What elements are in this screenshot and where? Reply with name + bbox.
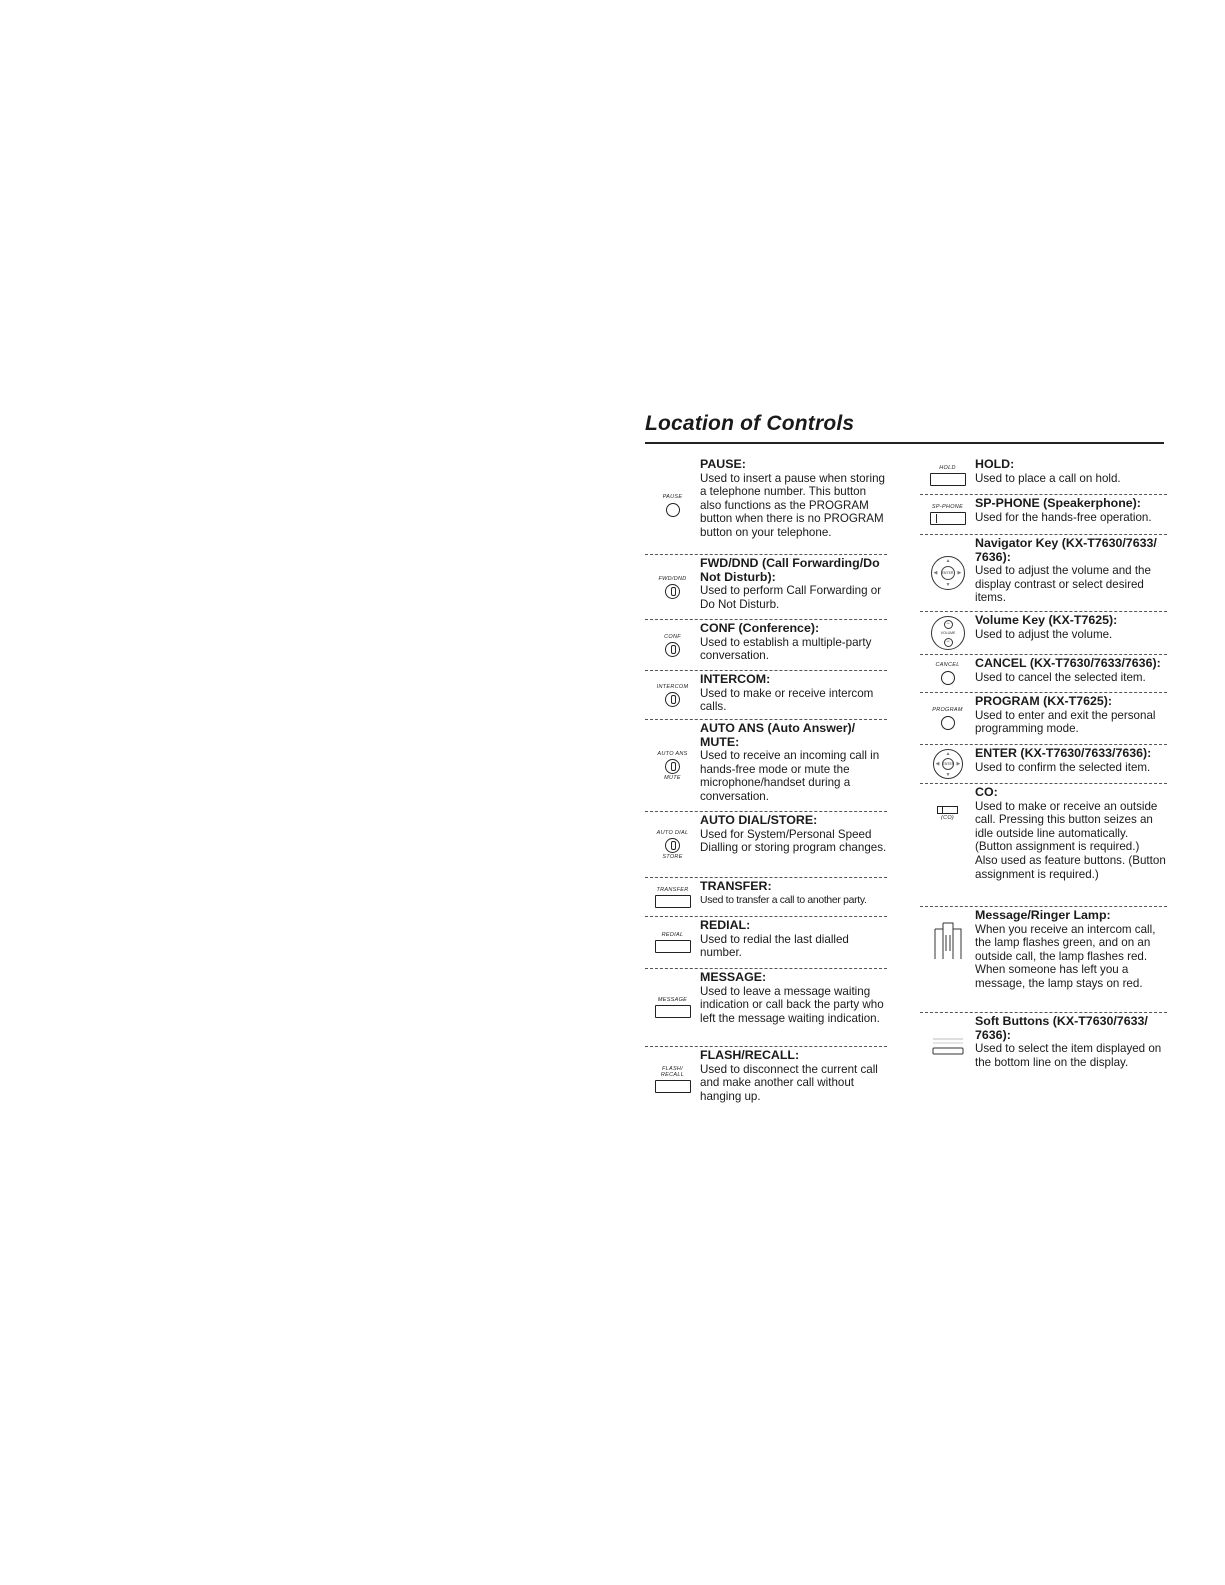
- entry-heading: Soft Buttons (KX-T7630/7633/ 7636):: [975, 1014, 1148, 1042]
- key-sublabel: STORE: [662, 853, 683, 860]
- entry-description: Used to make or receive an outside call. Pressing this button seizes an idle outside line automatically. (Button assignment is required.): [975, 799, 1158, 854]
- key-label: MESSAGE: [657, 997, 688, 1003]
- entry-conf: [645, 619, 887, 670]
- rectangular-button-icon: [655, 940, 691, 953]
- key-label: CANCEL: [935, 662, 960, 668]
- entry-intercom: [645, 670, 887, 719]
- key-label: AUTO ANS: [657, 750, 688, 757]
- entry-description: Used to make or receive intercom calls.: [700, 686, 874, 714]
- entry-description: Used to insert a pause when storing a telephone number. This button also functions as the PROGRAM button when there is no PROGRAM button on your telephone.: [700, 471, 885, 539]
- key-label: CONF: [664, 633, 681, 640]
- key-label: AUTO DIAL: [656, 829, 689, 836]
- message-key-icon: [645, 997, 700, 1018]
- entry-auto-ans-mute: [645, 719, 887, 811]
- entry-heading: Message/Ringer Lamp:: [975, 908, 1111, 922]
- circle-button-icon: [941, 671, 955, 685]
- circle-button-icon: [941, 716, 955, 730]
- key-label: FWD/DND: [658, 575, 687, 582]
- ringer-lamp-icon: [933, 921, 963, 961]
- sp-phone-key-icon: [920, 504, 975, 525]
- key-label: FLASH/ RECALL: [660, 1065, 685, 1078]
- flash-recall-key-icon: [645, 1066, 700, 1093]
- entry-description: Used to confirm the selected item.: [975, 760, 1151, 774]
- entry-heading: HOLD:: [975, 457, 1015, 471]
- key-label: (CO): [940, 815, 955, 821]
- enter-key-icon: [920, 749, 975, 779]
- page-title: Location of Controls: [645, 412, 855, 435]
- volume-key-icon: [920, 616, 975, 650]
- entry-description: Used for System/Personal Speed Dialling or storing program changes.: [700, 827, 887, 855]
- led-button-icon: [665, 838, 680, 853]
- hold-key-icon: [920, 465, 975, 486]
- entry-program: [920, 692, 1167, 744]
- enter-pad-icon: ▲ ▼ ◀ ▶ ENTER: [933, 749, 963, 779]
- entry-description: Used to enter and exit the personal programming mode.: [975, 708, 1156, 736]
- entry-hold: [920, 456, 1167, 494]
- entry-description: Used to cancel the selected item.: [975, 670, 1146, 684]
- entry-heading: CANCEL (KX-T7630/7633/7636):: [975, 656, 1161, 670]
- co-button-icon: [937, 806, 958, 814]
- right-column: [920, 456, 1167, 1079]
- entry-heading: AUTO DIAL/STORE:: [700, 813, 818, 827]
- entry-enter: [920, 744, 1167, 783]
- entry-description: Used to receive an incoming call in hands-free mode or mute the microphone/handset during a conversation.: [700, 749, 880, 803]
- auto-dial-store-key-icon: [645, 830, 700, 860]
- entry-heading: Navigator Key (KX-T7630/7633/ 7636):: [975, 536, 1157, 564]
- led-button-icon: [665, 584, 680, 599]
- soft-buttons-icon: [920, 1035, 975, 1057]
- led-button-icon: [665, 692, 680, 707]
- led-button-icon: [665, 759, 680, 774]
- entry-message-ringer-lamp: [920, 906, 1167, 1012]
- entry-heading: Volume Key (KX-T7625):: [975, 613, 1118, 627]
- key-sublabel: MUTE: [664, 774, 681, 781]
- entry-navigator-key: [920, 534, 1167, 611]
- entry-heading: INTERCOM:: [700, 672, 771, 686]
- intercom-key-icon: [645, 684, 700, 707]
- entry-redial: [645, 916, 887, 968]
- entry-heading: SP-PHONE (Speakerphone):: [975, 496, 1141, 510]
- entry-volume-key: [920, 611, 1167, 654]
- transfer-key-icon: [645, 887, 700, 908]
- cancel-key-icon: [920, 662, 975, 685]
- entry-heading: AUTO ANS (Auto Answer)/ MUTE:: [700, 721, 856, 749]
- title-rule: [645, 442, 1164, 444]
- entry-flash-recall: [645, 1046, 887, 1111]
- enter-center-icon: ENTER: [941, 566, 955, 580]
- lamp-icon: [920, 921, 975, 961]
- volume-text: VOLUME: [940, 631, 956, 635]
- entry-description: Used to establish a multiple-party conversation.: [700, 635, 872, 663]
- left-column: [645, 456, 887, 1111]
- key-label: SP-PHONE: [931, 504, 964, 510]
- entry-heading: REDIAL:: [700, 918, 751, 932]
- entry-heading: FLASH/RECALL:: [700, 1048, 800, 1062]
- entry-description-extra: Also used as feature buttons. (Button assignment is required.): [975, 853, 1166, 881]
- navigator-pad-icon: ▲ ▼ ◀ ▶ ENTER: [931, 556, 965, 590]
- entry-heading: CO:: [975, 785, 998, 799]
- rectangular-button-icon: [655, 1080, 691, 1093]
- navigator-key-icon: [920, 556, 975, 590]
- entry-heading: PROGRAM (KX-T7625):: [975, 694, 1112, 708]
- entry-sp-phone: [920, 494, 1167, 534]
- entry-fwd-dnd: [645, 554, 887, 619]
- auto-ans-mute-key-icon: [645, 751, 700, 781]
- rectangular-button-icon: [930, 473, 966, 486]
- entry-description: When you receive an intercom call, the lamp flashes green, and on an outside call, the lamp flashes red. When someone has left you a message, the lamp stays on red.: [975, 922, 1156, 990]
- key-label: TRANSFER: [656, 886, 689, 893]
- entry-auto-dial-store: [645, 811, 887, 877]
- entry-description: Used to adjust the volume and the display contrast or select desired items.: [975, 564, 1151, 605]
- enter-center-icon: ENTER: [942, 758, 954, 770]
- entry-heading: FWD/DND (Call Forwarding/Do Not Disturb):: [700, 556, 880, 584]
- key-label: HOLD: [939, 464, 956, 471]
- redial-key-icon: [645, 932, 700, 953]
- entry-soft-buttons: [920, 1012, 1167, 1079]
- circle-button-icon: [666, 503, 680, 517]
- entry-heading: MESSAGE:: [700, 970, 767, 984]
- entry-transfer: [645, 877, 887, 916]
- program-key-icon: [920, 707, 975, 730]
- key-label: PROGRAM: [932, 707, 963, 713]
- entry-description: Used to leave a message waiting indication or call back the party who left the message waiting indication.: [700, 984, 884, 1025]
- entry-description: Used to disconnect the current call and make another call without hanging up.: [700, 1062, 878, 1103]
- entry-pause: [645, 456, 887, 554]
- volume-pad-icon: − VOLUME −: [931, 616, 965, 650]
- soft-button-icon: [930, 1035, 966, 1057]
- key-label: REDIAL: [661, 932, 684, 938]
- fwd-dnd-key-icon: [645, 576, 700, 599]
- entry-heading: PAUSE:: [700, 457, 746, 471]
- entry-heading: CONF (Conference):: [700, 621, 820, 635]
- entry-heading: ENTER (KX-T7630/7633/7636):: [975, 746, 1152, 760]
- entry-description: Used to perform Call Forwarding or Do Not Disturb.: [700, 584, 882, 611]
- co-key-icon: [920, 806, 975, 821]
- key-label: PAUSE: [662, 493, 683, 500]
- entry-description: Used to place a call on hold.: [975, 471, 1121, 485]
- entry-description: Used to adjust the volume.: [975, 627, 1113, 641]
- rectangular-button-icon: [655, 895, 691, 908]
- entry-message: [645, 968, 887, 1046]
- entry-description: Used for the hands-free operation.: [975, 510, 1152, 524]
- rectangular-button-icon: [655, 1005, 691, 1018]
- key-label: INTERCOM: [656, 683, 689, 690]
- entry-description: Used to transfer a call to another party.: [700, 894, 867, 906]
- entry-description: Used to redial the last dialled number.: [700, 932, 849, 960]
- entry-co: [920, 783, 1167, 906]
- entry-cancel: [920, 654, 1167, 692]
- pause-key-icon: [645, 494, 700, 517]
- entry-heading: TRANSFER:: [700, 879, 772, 893]
- entry-description: Used to select the item displayed on the bottom line on the display.: [975, 1042, 1162, 1069]
- led-button-icon: [665, 642, 680, 657]
- rectangular-button-icon: [930, 512, 966, 525]
- conf-key-icon: [645, 634, 700, 657]
